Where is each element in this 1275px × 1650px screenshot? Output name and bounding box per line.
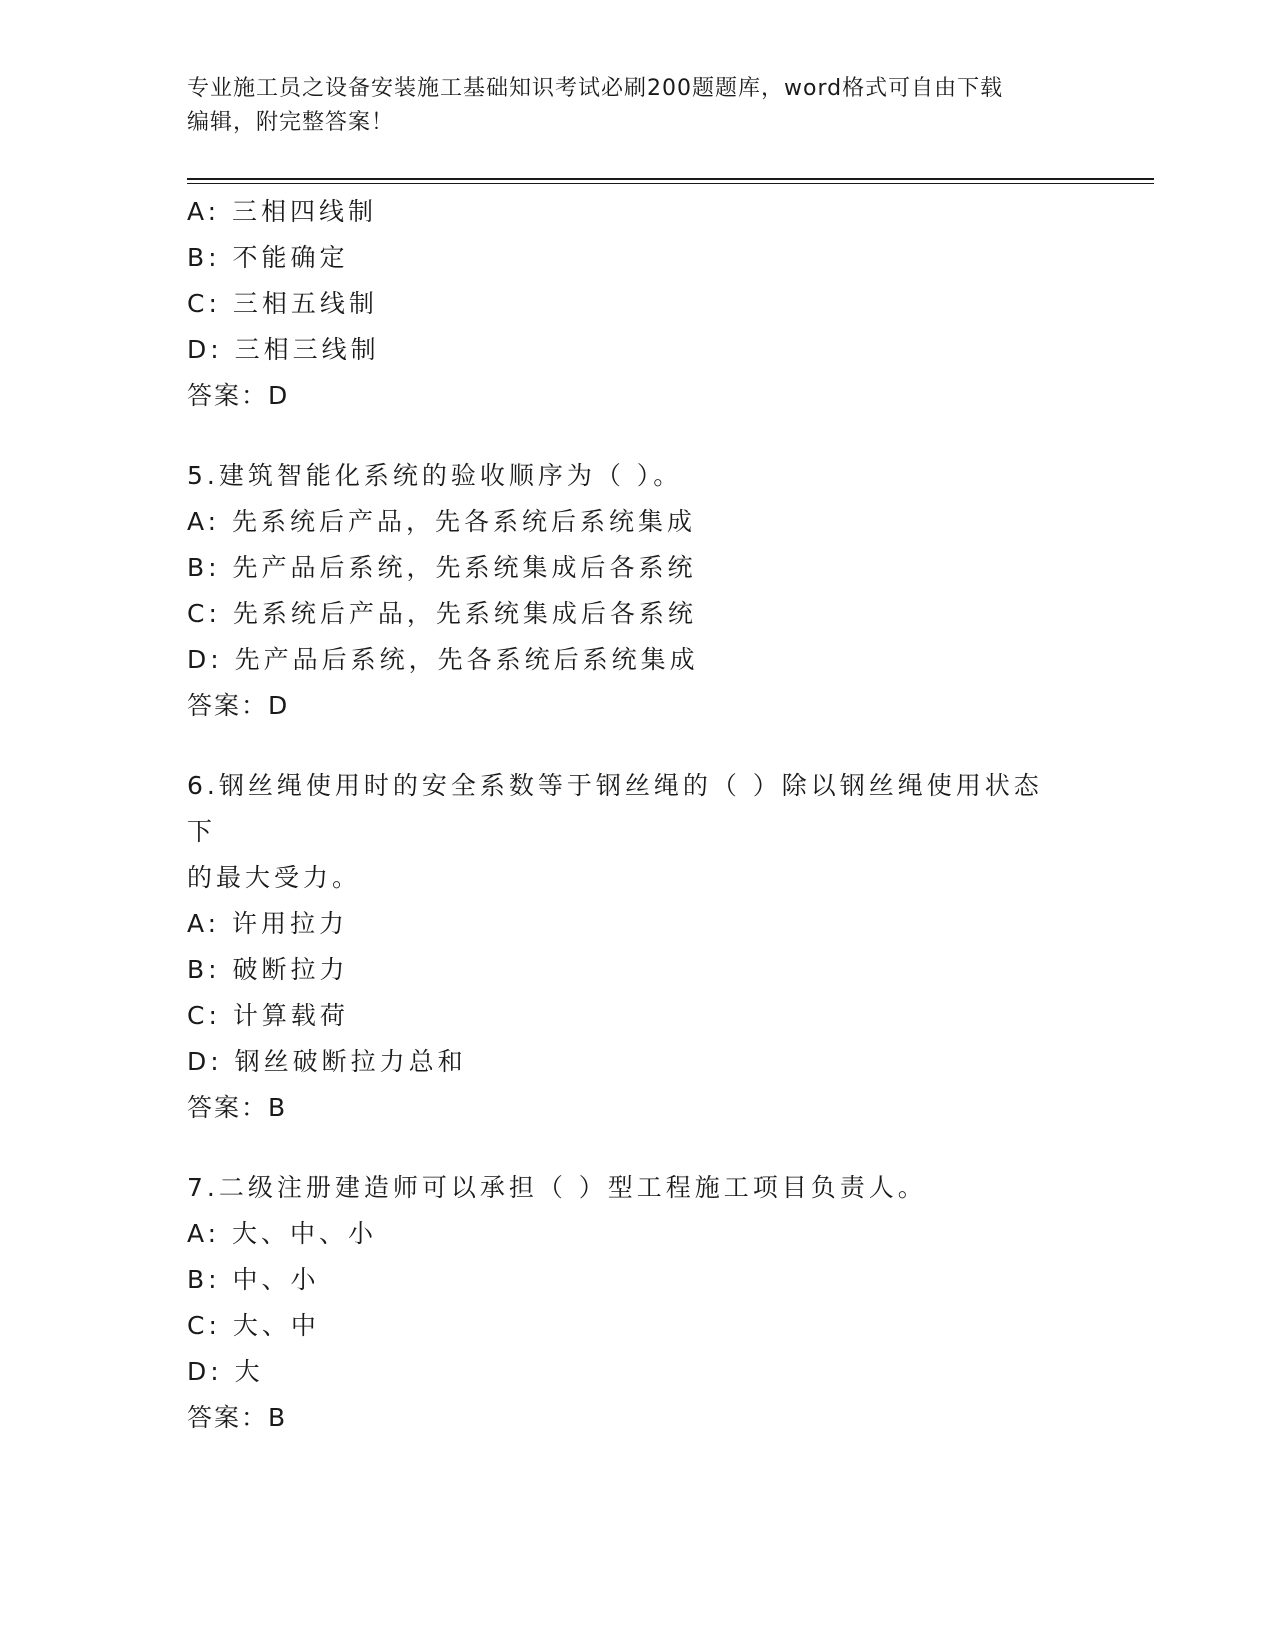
option-a: A: 许用拉力 [187,909,349,938]
option-c: C: 先系统后产品，先系统集成后各系统 [187,599,697,628]
document-header [187,72,1087,140]
answer-label: 答案：B [187,1093,288,1122]
answer-label: 答案：D [187,691,290,720]
question-text [187,763,1067,901]
option-d: D: 先产品后系统，先各系统后系统集成 [187,645,699,674]
option-b: B: 中、小 [187,1265,320,1294]
question-block-5 [187,453,1087,729]
option-b: B: 不能确定 [187,243,349,272]
option-a: A: 三相四线制 [187,197,378,226]
option-d: D: 大 [187,1357,264,1386]
question-text: 7.二级注册建造师可以承担（ ）型工程施工项目负责人。 [187,1173,927,1202]
question-block-7 [187,1165,1087,1441]
option-b: B: 先产品后系统，先系统集成后各系统 [187,553,697,582]
question-block-6 [187,763,1087,1131]
question-text: 5.建筑智能化系统的验收顺序为（ ）。 [187,461,683,490]
question-list [187,189,1087,1441]
option-c: C: 大、中 [187,1311,320,1340]
option-b: B: 破断拉力 [187,955,349,984]
option-d: D: 三相三线制 [187,335,380,364]
option-a: A: 先系统后产品，先各系统后系统集成 [187,507,697,536]
answer-label: 答案：B [187,1403,288,1432]
option-c: C: 计算载荷 [187,1001,349,1030]
question-text-line-1: 6.钢丝绳使用时的安全系数等于钢丝绳的（ ）除以钢丝绳使用状态下 [187,771,1043,846]
header-divider-thin [187,183,1154,184]
option-c: C: 三相五线制 [187,289,378,318]
question-block-4 [187,189,1087,419]
question-text-line-2: 的最大受力。 [187,863,362,892]
option-d: D: 钢丝破断拉力总和 [187,1047,467,1076]
header-divider-thick [187,178,1154,180]
header-title-line-2: 编辑，附完整答案！ [187,110,395,135]
answer-label: 答案：D [187,381,290,410]
option-a: A: 大、中、小 [187,1219,378,1248]
header-title-line-1: 专业施工员之设备安装施工基础知识考试必刷200题题库，word格式可自由下载 [187,76,1004,101]
